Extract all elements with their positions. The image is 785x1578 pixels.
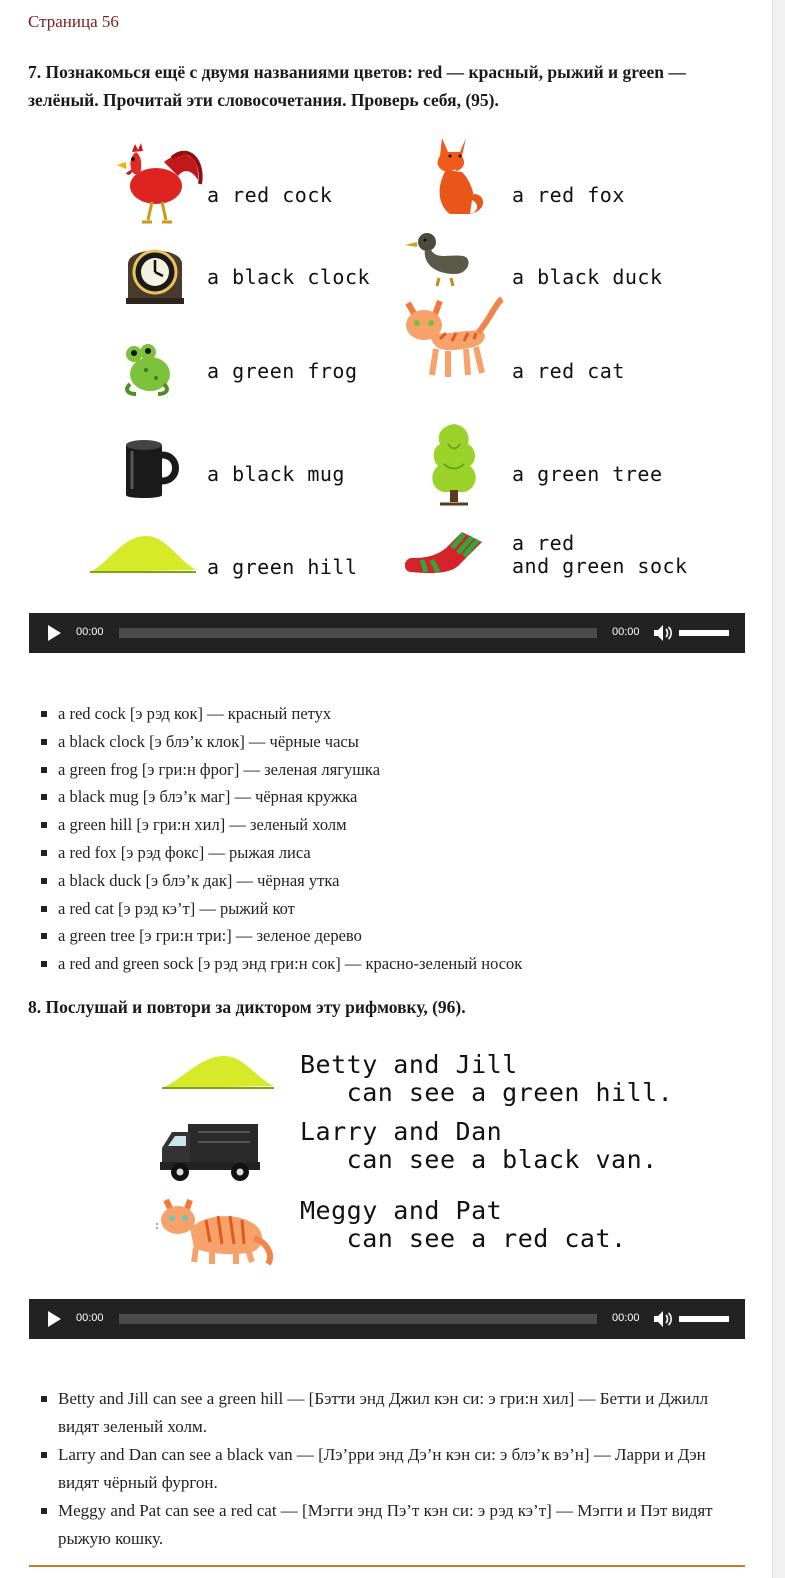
list-item: Meggy and Pat can see a red cat — [Мэгги энд Пэ’т кэн си: э рэд кэ’т] — Мэгги и Пэт видят рыжую кошку.	[40, 1497, 750, 1553]
volume-slider[interactable]	[679, 1316, 729, 1322]
task-8-title: 8. Послушай и повтори за диктором эту рифмовку, (96).	[28, 997, 466, 1017]
list-item: a red and green sock [э рэд энд гри:н сок] — красно-зеленый носок	[40, 950, 750, 978]
play-icon[interactable]	[47, 1311, 63, 1327]
duration-time: 00:00	[612, 1312, 640, 1324]
phrase-red-and-green-sock-line2: and green sock	[512, 554, 688, 578]
bottom-divider	[29, 1565, 745, 1567]
translation-list-1	[40, 700, 750, 978]
play-icon[interactable]	[47, 625, 63, 641]
list-item: a green tree [э гри:н три:] — зеленое дерево	[40, 922, 750, 950]
frog-illustration	[120, 340, 176, 398]
list-item: a black duck [э блэ’к дак] — чёрная утка	[40, 867, 750, 895]
progress-rail[interactable]	[119, 628, 597, 638]
hill-illustration	[88, 530, 198, 576]
duration-time: 00:00	[612, 626, 640, 638]
list-item: a green frog [э гри:н фрог] — зеленая лягушка	[40, 756, 750, 784]
phrase-black-clock: a black clock	[207, 265, 371, 289]
van-illustration	[158, 1118, 262, 1186]
clock-illustration	[122, 238, 188, 306]
cat-illustration-2	[156, 1194, 278, 1266]
list-item: a black clock [э блэ’к клок] — чёрные часы	[40, 728, 750, 756]
rhyme-3-line-2: can see a red cat.	[300, 1224, 627, 1253]
list-item: a black mug [э блэ’к маг] — чёрная кружка	[40, 783, 750, 811]
translation-list-2	[40, 1385, 750, 1553]
phrase-red-fox: a red fox	[512, 183, 625, 207]
list-item: a red cat [э рэд кэ’т] — рыжий кот	[40, 895, 750, 923]
progress-rail[interactable]	[119, 1314, 597, 1324]
task-7-title: 7. Познакомься ещё с двумя названиями цветов: red — красный, рыжий и green — зелёный. Прочитай эти словосочетания. Проверь себя, (95).	[28, 62, 686, 110]
current-time: 00:00	[76, 626, 104, 638]
duck-illustration	[403, 228, 475, 288]
rhyme-2-line-1: Larry and Dan	[300, 1117, 503, 1146]
sock-illustration	[402, 528, 484, 578]
phrase-red-and-green-sock-line1: a red	[512, 531, 575, 555]
cat-illustration	[400, 293, 506, 381]
rhyme-2-line-2: can see a black van.	[300, 1145, 658, 1174]
list-item: a red fox [э рэд фокс] — рыжая лиса	[40, 839, 750, 867]
audio-player-1	[29, 613, 745, 653]
volume-icon[interactable]	[653, 1310, 673, 1328]
tree-illustration	[428, 420, 480, 508]
phrase-red-cat: a red cat	[512, 359, 625, 383]
page-label: Страница 56	[28, 12, 119, 31]
rhyme-1-line-2: can see a green hill.	[300, 1078, 674, 1107]
list-item: Betty and Jill can see a green hill — [Бэтти энд Джил кэн си: э гри:н хил] — Бетти и Джилл видят зеленый холм.	[40, 1385, 750, 1441]
page-right-edge	[772, 0, 785, 1578]
phrase-red-cock: a red cock	[207, 183, 333, 207]
rooster-illustration	[112, 140, 204, 226]
rhyme-1-line-1: Betty and Jill	[300, 1050, 518, 1079]
phrase-green-frog: a green frog	[207, 359, 358, 383]
volume-slider[interactable]	[679, 630, 729, 636]
list-item: Larry and Dan can see a black van — [Лэ’рри энд Дэ’н кэн си: э блэ’к вэ’н] — Ларри и Дэн видят чёрный фургон.	[40, 1441, 750, 1497]
hill-illustration-2	[160, 1050, 276, 1092]
phrase-black-mug: a black mug	[207, 462, 345, 486]
mug-illustration	[122, 437, 182, 501]
list-item: a red cock [э рэд кок] — красный петух	[40, 700, 750, 728]
phrase-green-hill: a green hill	[207, 555, 358, 579]
phrase-black-duck: a black duck	[512, 265, 663, 289]
list-item: a green hill [э гри:н хил] — зеленый холм	[40, 811, 750, 839]
volume-icon[interactable]	[653, 624, 673, 642]
rhyme-3-line-1: Meggy and Pat	[300, 1196, 503, 1225]
fox-illustration	[428, 134, 488, 224]
phrase-green-tree: a green tree	[512, 462, 663, 486]
audio-player-2	[29, 1299, 745, 1339]
current-time: 00:00	[76, 1312, 104, 1324]
